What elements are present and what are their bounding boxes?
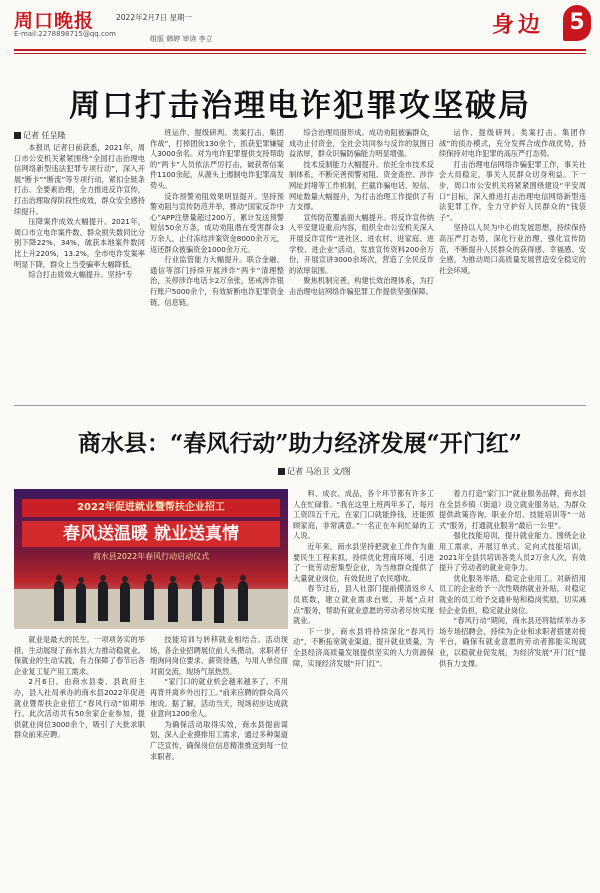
paragraph: 行业监管能力大幅提升。联合金融、通信等部门持续开展涉诈“两卡”清理整治，关停涉诈电话卡2万余张，惩戒涉诈银行账户5000余个，有效斩断电诈犯罪资金链、信息链。 — [150, 255, 284, 307]
editor-credits: 组版 韩婷 审读 李立 — [150, 35, 213, 43]
paragraph: 综合治理局面形成。成功劝阻被骗群众，成功止付资金，全社会共同参与反诈的氛围日益浓厚，群众识骗防骗能力明显增强。 — [289, 128, 434, 159]
story-divider — [14, 405, 586, 406]
photo-person — [76, 583, 86, 623]
story2-column-1 — [14, 635, 145, 885]
story1-column-1 — [14, 143, 145, 398]
photo-banner-main: 春风送温暖 就业送真情 — [22, 521, 280, 547]
paragraph: 着力打造“家门口”就业服务品牌。商水县在全县乡镇（街道）设立就业服务站，为群众提供政策咨询、职业介绍、技能培训等“一站式”服务，打通就业服务“最后一公里”。 — [439, 489, 586, 530]
photo-banner-top: 2022年促进就业暨帮扶企业招工 — [22, 499, 280, 517]
photo-person — [214, 583, 224, 623]
photo-person — [54, 581, 64, 621]
paragraph: 聚焦机制完善，构建长效治理体系，为打击治理电信网络诈骗犯罪工作提供坚强保障。 — [289, 276, 434, 296]
masthead-rule — [14, 49, 586, 51]
paragraph: 近年来，商水县坚持把就业工作作为重要民生工程来抓，持续优化营商环境，引进了一批劳动密集型企业，为当地群众提供了大量就业岗位，有效促进了农民增收。 — [293, 541, 434, 583]
paragraph: 为确保活动取得实效，商水县提前谋划，深入企业摸排用工需求，通过多种渠道广泛宣传，确保岗位信息精准推送到每一位求职者。 — [150, 719, 288, 761]
paragraph: 本报讯 记者日前获悉，2021年，周口市公安机关紧紧围绕“全国打击治理电信网络新型违法犯罪专项行动”，深入开展“断卡”“断流”等专项行动，紧扣全链条打击、全要素治理，全力推进反诈宣传，打击治理取得阶段性成效，群众安全感持续提升。 — [14, 143, 145, 216]
paragraph: 班运作、提级研判、类案打击、集团作战”，打掉团伙130余个，抓获犯罪嫌疑人3000余名。对为电诈犯罪提供支持帮助的“两卡”人员依法严厉打击，破获帮信案件1100余起，从源头上遏制电诈犯罪高发势头。 — [150, 128, 284, 190]
story1-headline: 周口打击治理电诈犯罪攻坚破局 — [69, 88, 531, 124]
story1-column-4 — [439, 128, 586, 398]
issue-date: 2022年2月7日 星期一 — [116, 13, 193, 22]
photo-person — [98, 581, 108, 621]
photo-person — [168, 582, 178, 622]
story1-column-2 — [150, 128, 284, 398]
story1-byline-text: 记者 任呈隆 — [23, 131, 66, 140]
masthead — [0, 0, 600, 56]
paragraph: “春风行动”期间，商水县还将陆续举办多场专场招聘会，持续为企业和求职者搭建对接平台，确保有就业意愿的劳动者都能实现就业，以稳就业促发展，为经济发展“开门红”提供有力支撑。 — [439, 616, 586, 668]
masthead-rule-thin — [14, 53, 586, 54]
paragraph: 技能培训与转移就业相结合。活动现场，各企业招聘展位前人头攒动，求职者仔细询问岗位要求、薪资待遇，与用人单位面对面交流，现场气氛热烈。 — [150, 635, 288, 676]
paragraph: 优化服务举措，稳定企业用工。对新招用员工的企业给予一次性吸纳就业补贴，对稳定就业的员工给予交通补贴和稳岗奖励，切实减轻企业负担，稳定就业岗位。 — [439, 573, 586, 615]
story1-column-3 — [289, 128, 434, 398]
page-number-badge: 5 — [563, 5, 591, 41]
newspaper-logo: 周口晚报 — [14, 10, 95, 32]
story2-column-4 — [439, 489, 586, 885]
paragraph: 打击治理电信网络诈骗犯罪工作，事关社会大局稳定，事关人民群众切身利益。下一步，周口市公安机关将紧紧围绕建设“平安周口”目标，深入推进打击治理电信网络新型违法犯罪工作，全力守护好人民群众的“钱袋子”。 — [439, 159, 586, 222]
paragraph: 反诈预警劝阻效果明显提升。坚持预警劝阻与宣传防范并举，推动“国家反诈中心”APP注册量超过200万，累计发送预警短信50余万条，成功劝阻潜在受害群众3万余人，止付冻结涉案资金8000余万元，返还群众被骗资金1000余万元。 — [150, 191, 284, 254]
paragraph: 春节过后，县人社部门提前摸清返乡人员底数，建立就业需求台账，开展“点对点”服务，帮助有就业意愿的劳动者尽快实现就业。 — [293, 584, 434, 626]
paragraph: 技术反制能力大幅提升。依托全市技术反制体系，不断完善预警劝阻、资金查控、涉诈网址封堵等工作机制，拦截诈骗电话、短信、网址数量大幅提升，为打击治理工作提供了有力支撑。 — [289, 159, 434, 212]
story2-column-2 — [150, 635, 288, 885]
paragraph: 就业是最大的民生。一项项务实的举措，生动展现了商水县大力推动稳就业、保就业的生动实践，有力保障了春节后各企业复工复产用工需求。 — [14, 635, 145, 676]
paragraph: 压降案件成效大幅提升。2021年，周口市立电诈案件数、群众损失数同比分别下降22%、34%，破获本地案件数同比上升220%，13.2%，全市电诈发案率明显下降，群众上当受骗率大幅降低。 — [14, 217, 145, 269]
story2-byline-text: 记者 马治卫 文/图 — [287, 467, 351, 476]
paragraph: 宣传防范覆盖面大幅提升。将反诈宣传纳入平安建设重点内容，组织全市公安机关深入开展反诈宣传“进社区、进农村、进家庭、进学校、进企业”活动，发放宣传资料200余万份，开展宣讲3000余场次，营造了全民反诈的浓厚氛围。 — [289, 212, 434, 275]
paragraph: 2月6日，由商水县委、县政府主办，县人社局承办的商水县2022年促进就业暨帮扶企业招工“春风行动”如期举行。此次活动共有50余家企业参加，提供就业岗位3000余个，吸引了大批求职群众前来应聘。 — [14, 677, 145, 740]
story2-byline — [278, 466, 351, 477]
paragraph: “家门口的就业机会越来越多了，不用再背井离乡外出打工。”前来应聘的群众高兴地说。据了解，活动当天，现场初步达成就业意向1200余人。 — [150, 677, 288, 719]
story2-headline: 商水县：“春风行动”助力经济发展“开门红” — [78, 430, 522, 457]
paragraph: 综合打击质效大幅提升。坚持“专 — [28, 270, 133, 280]
paragraph: 下一步，商水县将持续深化“春风行动”，不断拓宽就业渠道，提升就业质量，为全县经济高质量发展提供坚实的人力资源保障，实现经济发展“开门红”。 — [293, 626, 434, 668]
event-photo — [14, 489, 288, 629]
photo-banner-sub: 商水县2022年春风行动启动仪式 — [92, 552, 210, 561]
byline-square-icon — [278, 468, 285, 475]
paragraph: 强化技能培训，提升就业能力。围绕企业用工需求，开展订单式、定向式技能培训，2021年全县共培训各类人员2万余人次，有效提升了劳动者的就业竞争力。 — [439, 531, 586, 573]
photo-person — [144, 580, 154, 620]
photo-person — [120, 582, 130, 622]
photo-person — [238, 581, 248, 621]
paragraph: 料、成衣、成品，各个环节都有许多工人在忙碌着。“我在这里上班两年多了，每月工资四五千元，在家门口就能挣钱，还能照顾家庭，非常满意。”一名正在车间忙碌的工人说。 — [293, 489, 434, 541]
photo-person — [192, 581, 202, 621]
contact-email: E-mail:2278898715@qq.com — [14, 30, 116, 38]
section-title: 身边 — [492, 12, 545, 38]
story1-byline — [14, 130, 66, 141]
byline-square-icon — [14, 132, 21, 139]
story2-column-3 — [293, 489, 434, 885]
paragraph: 运作、提级研判、类案打击、集团作战”的侦办模式，充分发挥合成作战优势，持续保持对电诈犯罪的高压严打态势。 — [439, 128, 586, 159]
paragraph: 坚持以人民为中心的发展思想，持续保持高压严打态势，深化行业治理，强化宣传防范，不断提升人民群众的获得感、幸福感、安全感，为推动周口高质量发展营造安全稳定的社会环境。 — [439, 223, 586, 275]
